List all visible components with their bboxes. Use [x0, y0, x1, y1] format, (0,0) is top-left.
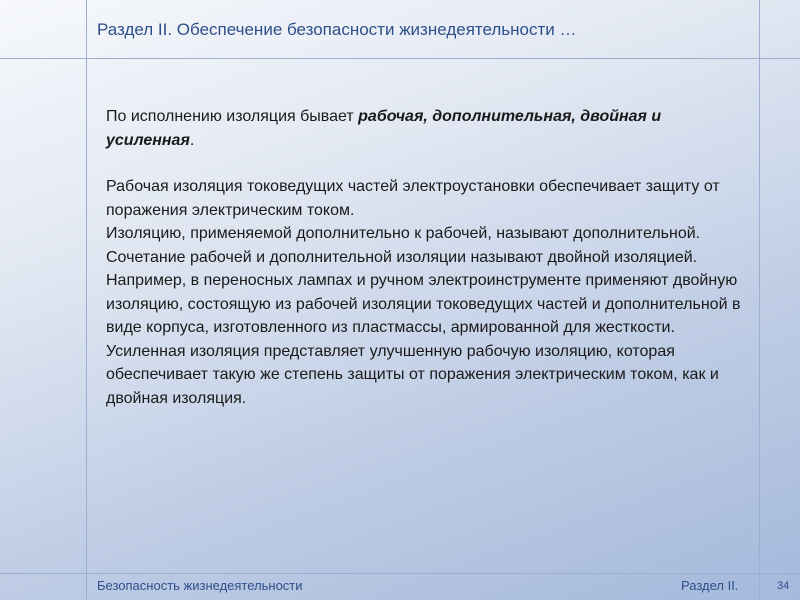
- insulation-types: рабочая, дополнительная, двойная и усиленная: [106, 108, 662, 149]
- page-number: 34: [777, 580, 790, 592]
- footer-section: Раздел II.: [681, 578, 739, 593]
- slide-title: Раздел II. Обеспечение безопасности жизнедеятельности …: [97, 20, 577, 39]
- left-guide-line: [86, 0, 87, 600]
- footer-course-title: Безопасность жизнедеятельности: [97, 578, 303, 593]
- double-insulation-paragraph: Сочетание рабочей и дополнительной изоляции называют двойной изоляцией. Например, в переносных лампах и ручном электроинструменте применяют двойную изоляцию, состоящую из рабочей изоляции токоведущих частей и дополнительной в виде корпуса, изготовленного из пластмассы, армированной для жесткости. Усиленная изоляция представляет улучшенную рабочую изоляцию, которая обеспечивает такую же степень защиты от поражения электрическим током, как и двойная изоляция.: [106, 248, 741, 407]
- slide-body: [106, 105, 746, 410]
- right-guide-line: [759, 0, 760, 600]
- intro-prefix: По исполнению изоляция бывает: [106, 108, 359, 125]
- additional-insulation-paragraph: Изоляцию, применяемой дополнительно к рабочей, называют дополнительной.: [106, 225, 701, 242]
- working-insulation-paragraph: Рабочая изоляция токоведущих частей электроустановки обеспечивает защиту от поражения электрическим током.: [106, 178, 720, 219]
- top-guide-line: [0, 58, 800, 59]
- intro-paragraph: [106, 105, 746, 152]
- intro-suffix: .: [189, 131, 195, 149]
- bottom-guide-line: [0, 573, 800, 574]
